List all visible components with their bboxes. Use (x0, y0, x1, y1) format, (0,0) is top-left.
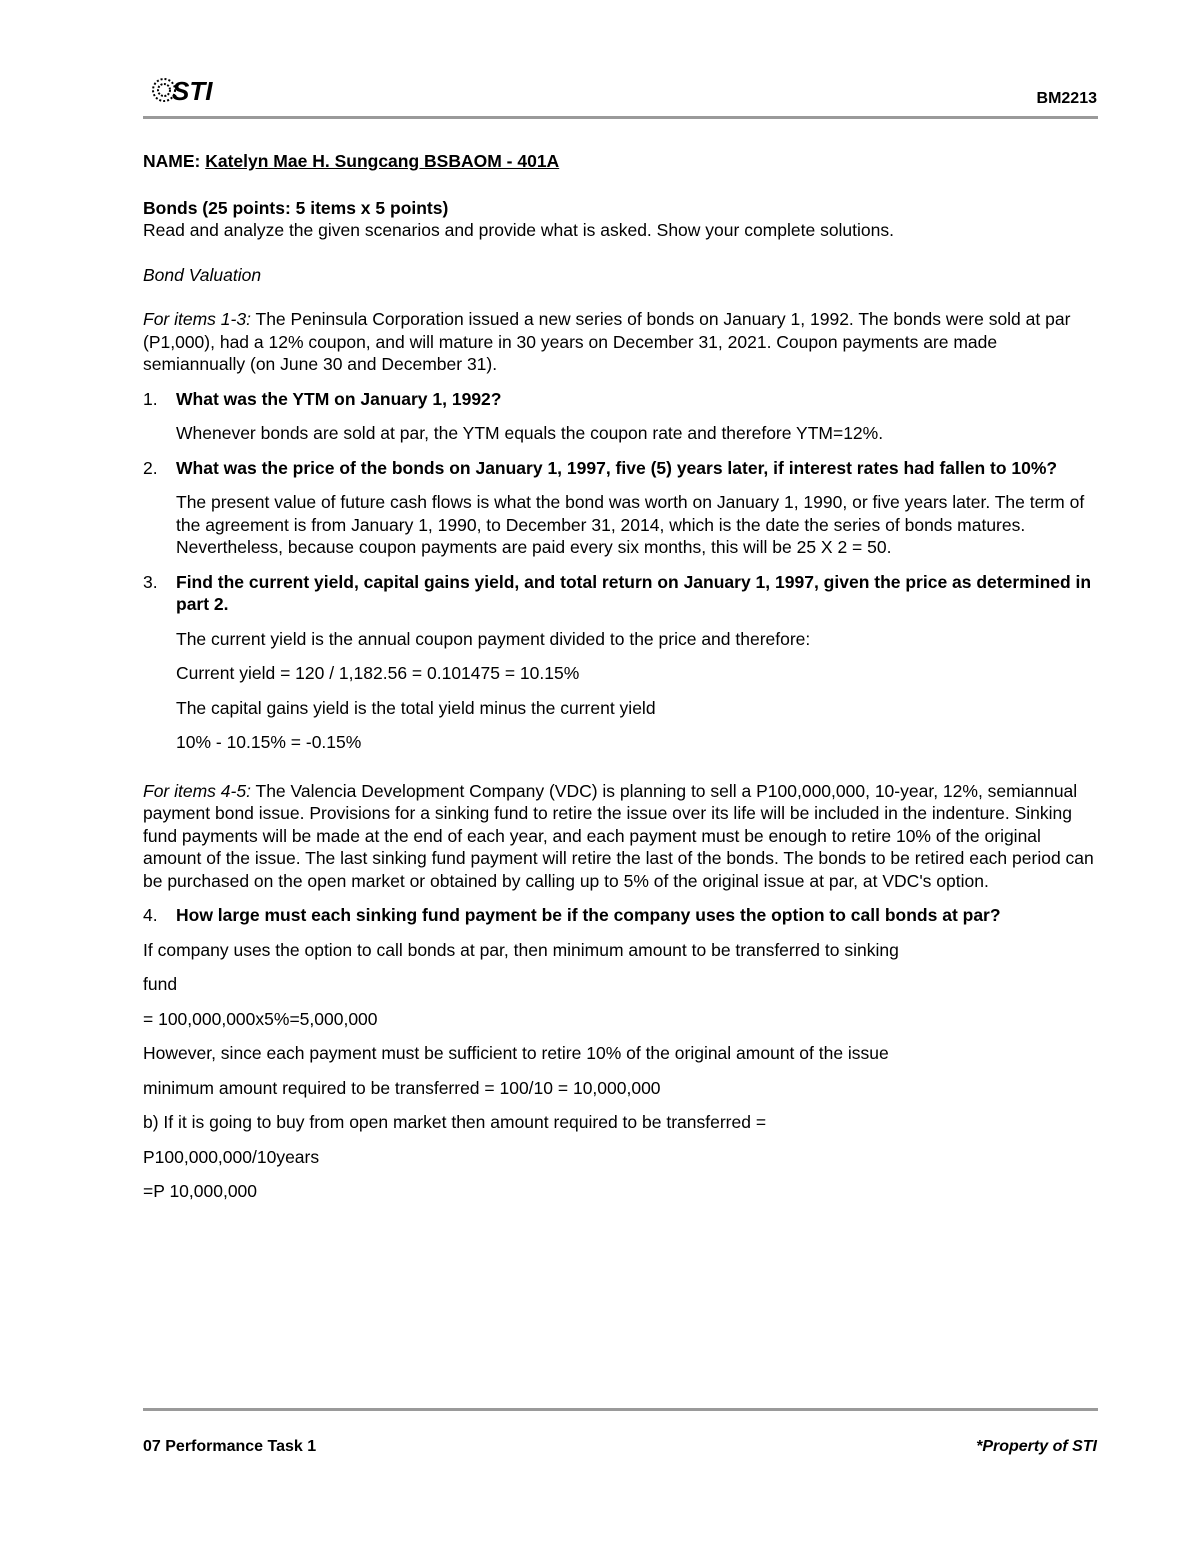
question-2 (143, 457, 1098, 480)
scenario-2-lead: For items 4-5: (143, 780, 251, 801)
sti-logo (152, 74, 232, 106)
answer-4-line: = 100,000,000x5%=5,000,000 (143, 1008, 378, 1029)
question-number: 1. (143, 388, 158, 409)
answer-4-line: If company uses the option to call bonds at par, then minimum amount to be transferred to sinking (143, 939, 899, 960)
footer-divider (143, 1408, 1098, 1411)
answer-3-line: The current yield is the annual coupon payment divided to the price and therefore: (176, 628, 811, 649)
answer-1: Whenever bonds are sold at par, the YTM equals the coupon rate and therefore YTM=12%. (176, 423, 884, 443)
answer-4-line: P100,000,000/10years (143, 1146, 320, 1167)
section-title: Bonds (25 points: 5 items x 5 points) (143, 197, 449, 218)
question-text: Find the current yield, capital gains yield, and total return on January 1, 1997, given the price as determined in part 2. (176, 571, 1092, 614)
question-4 (143, 904, 1098, 927)
header-divider (143, 116, 1098, 119)
question-number: 2. (143, 457, 158, 478)
question-text: What was the price of the bonds on January 1, 1997, five (5) years later, if interest rates had fallen to 10%? (176, 457, 1058, 478)
footer-property-note: *Property of STI (976, 1438, 1097, 1455)
question-number: 4. (143, 905, 158, 925)
name-line (143, 150, 1098, 173)
scenario-2 (143, 780, 1098, 893)
answer-4-line: =P 10,000,000 (143, 1181, 258, 1201)
answer-2: The present value of future cash flows is what the bond was worth on January 1, 1990, or five years later. The term of the agreement is from January 1, 1990, to December 31, 2014, which is the date the series of bonds matures. Nevertheless, because coupon payments are paid every six months, this will be 25 X 2 = 50. (176, 492, 1085, 557)
instructions: Read and analyze the given scenarios and provide what is asked. Show your complete solutions. (143, 220, 894, 240)
answer-3-line: 10% - 10.15% = -0.15% (176, 732, 362, 752)
course-code: BM2213 (1036, 90, 1097, 107)
scenario-1-lead: For items 1-3: (143, 309, 251, 329)
question-1 (143, 388, 1098, 411)
subsection-title: Bond Valuation (143, 264, 262, 285)
question-text: What was the YTM on January 1, 1992? (176, 388, 502, 409)
answer-4-line: fund (143, 974, 178, 994)
answer-4-line: However, since each payment must be sufficient to retire 10% of the original amount of the issue (143, 1043, 889, 1063)
logo-text: STI (172, 76, 213, 106)
footer-task-title: 07 Performance Task 1 (143, 1438, 317, 1455)
answer-3-line: Current yield = 120 / 1,182.56 = 0.101475 = 10.15% (176, 663, 580, 683)
question-3 (143, 571, 1098, 616)
scenario-2-text: The Valencia Development Company (VDC) is planning to sell a P100,000,000, 10-year, 12%, semiannual payment bond issue. Provisions for a sinking fund to retire the issue over its life will be included in the indenture. Sinking fund payments will be made at the end of each year, and each payment must be enough to retire 10% of the original amount of the issue. The last sinking fund payment will retire the last of the bonds. The bonds to be retired each period can be purchased on the open market or obtained by calling up to 5% of the original issue at par, at VDC's option. (143, 780, 1094, 891)
name-label: NAME: (143, 151, 201, 171)
scenario-1 (143, 308, 1098, 376)
question-number: 3. (143, 571, 158, 592)
student-name: Katelyn Mae H. Sungcang BSBAOM - 401A (205, 151, 560, 171)
answer-4-line: b) If it is going to buy from open market then amount required to be transferred = (143, 1112, 767, 1132)
scenario-1-text: The Peninsula Corporation issued a new series of bonds on January 1, 1992. The bonds were sold at par (P1,000), had a 12% coupon, and will mature in 30 years on December 31, 2021. Coupon payments are made semiannually (on June 30 and December 31). (143, 309, 1071, 374)
document-body (143, 150, 1098, 1203)
answer-3-line: The capital gains yield is the total yield minus the current yield (176, 697, 656, 718)
answer-4-line: minimum amount required to be transferred = 100/10 = 10,000,000 (143, 1077, 661, 1098)
question-text: How large must each sinking fund payment be if the company uses the option to call bonds at par? (176, 905, 1001, 925)
